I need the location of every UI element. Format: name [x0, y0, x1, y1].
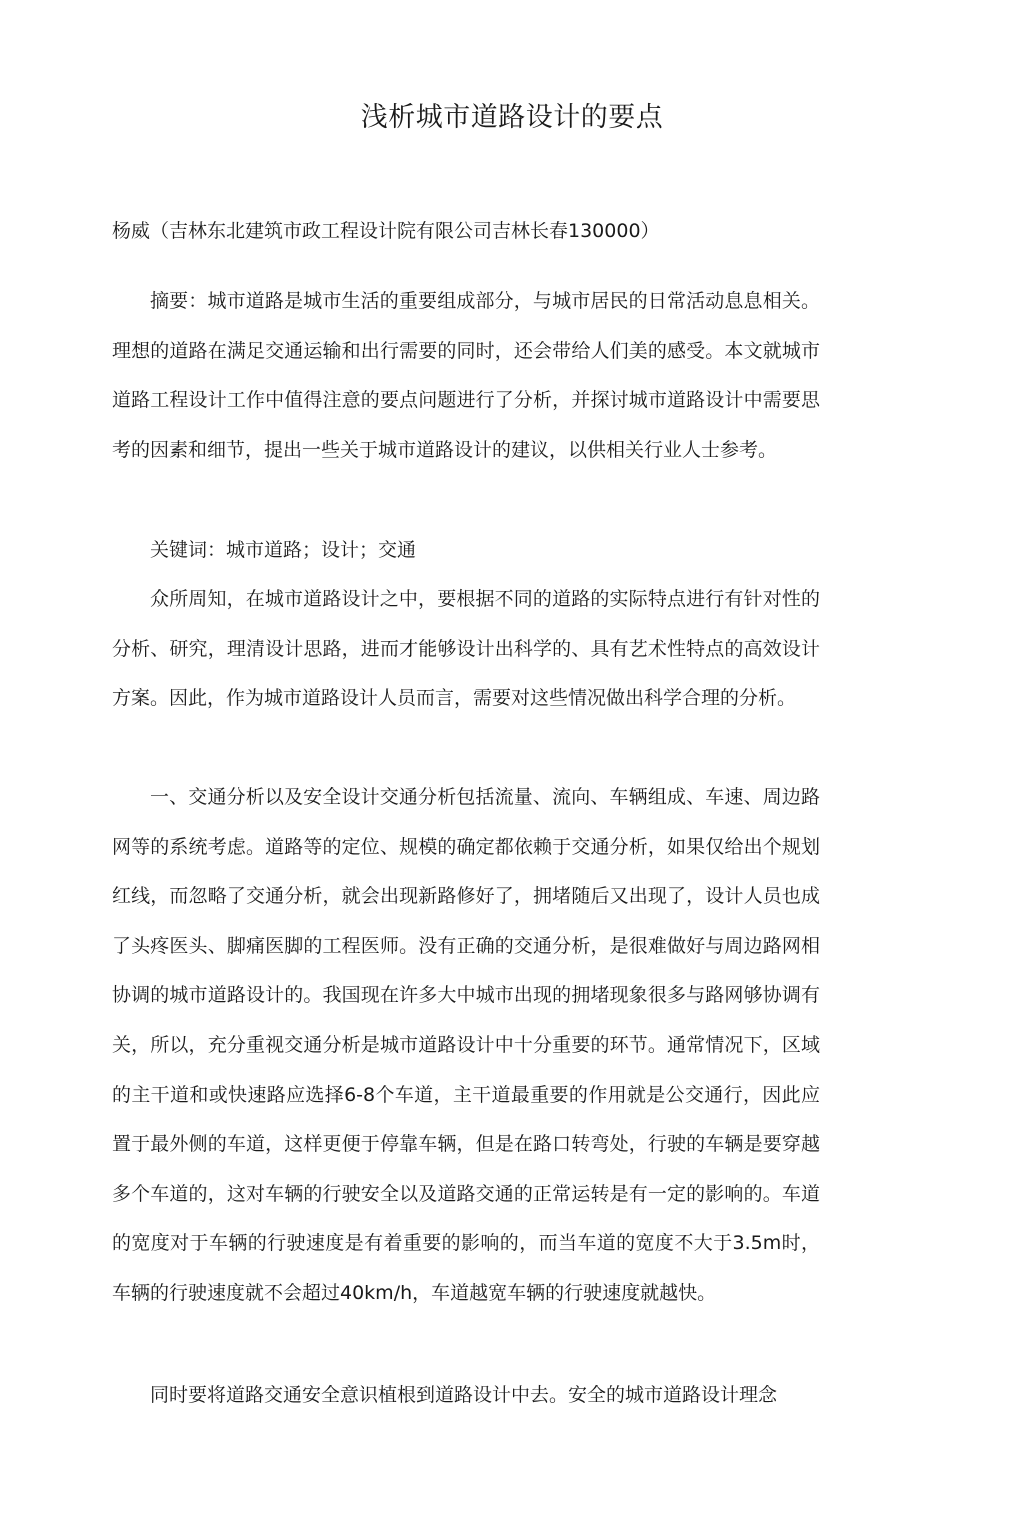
abstract-paragraph: 摘要：城市道路是城市生活的重要组成部分，与城市居民的日常活动息息相关。理想的道路在满足交通运输和出行需要的同时，还会带给人们美的感受。本文就城市道路工程设计工作中值得注意的要点问题进行了分析，并探讨城市道路设计中需要思考的因素和细节，提出一些关于城市道路设计的建议，以供相关行业人士参考。	[112, 290, 820, 461]
document-title: 浅析城市道路设计的要点	[360, 102, 664, 133]
keywords-paragraph: 关键词：城市道路；设计；交通	[150, 539, 417, 561]
section-1-paragraph: 一、交通分析以及安全设计交通分析包括流量、流向、车辆组成、车速、周边路网等的系统考虑。道路等的定位、规模的确定都依赖于交通分析，如果仅给出个规划红线，而忽略了交通分析，就会出现新路修好了，拥堵随后又出现了，设计人员也成了头疼医头、脚痛医脚的工程医师。没有正确的交通分析，是很难做好与周边路网相协调的城市道路设计的。我国现在许多大中城市出现的拥堵现象很多与路网够协调有关，所以，充分重视交通分析是城市道路设计中十分重要的环节。通常情况下，区域的主干道和或快速路应选择6-8个车道，主干道最重要的作用就是公交通行，因此应置于最外侧的车道，这样更便于停靠车辆，但是在路口转弯处，行驶的车辆是要穿越多个车道的，这对车辆的行驶安全以及道路交通的正常运转是有一定的影响的。车道的宽度对于车辆的行驶速度是有着重要的影响的，而当车道的宽度不大于3.5m时，车辆的行驶速度就不会超过40km/h，车道越宽车辆的行驶速度就越快。	[112, 786, 820, 1304]
author-affiliation: 杨威（吉林东北建筑市政工程设计院有限公司吉林长春130000）	[112, 220, 660, 242]
safety-paragraph: 同时要将道路交通安全意识植根到道路设计中去。安全的城市道路设计理念	[150, 1384, 778, 1406]
intro-paragraph: 众所周知，在城市道路设计之中，要根据不同的道路的实际特点进行有针对性的分析、研究，理清设计思路，进而才能够设计出科学的、具有艺术性特点的高效设计方案。因此，作为城市道路设计人员而言，需要对这些情况做出科学合理的分析。	[112, 588, 820, 710]
